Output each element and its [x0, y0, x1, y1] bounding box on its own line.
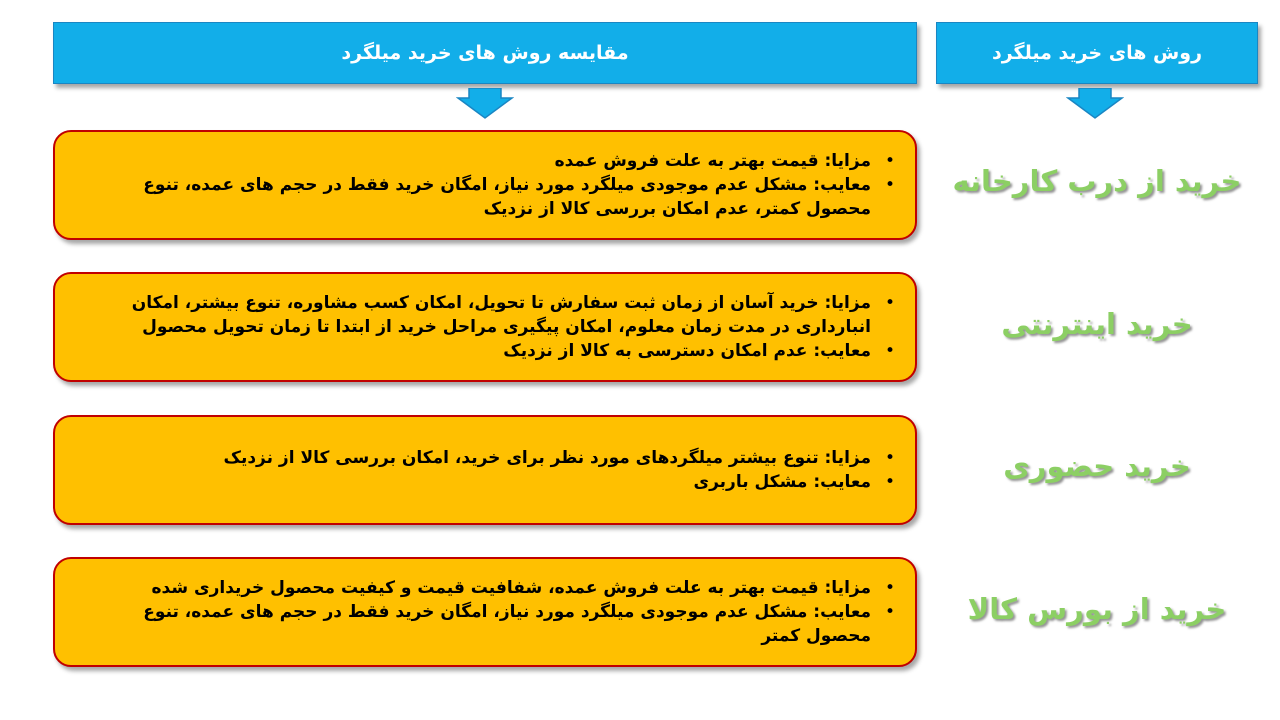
pros-text: مزایا: خرید آسان از زمان ثبت سفارش تا تحویل، امکان کسب مشاوره، تنوع بیشتر، امکان انبارداری در مدت زمان معلوم، امکان پیگیری مراحل خرید از ابتدا تا زمان تحویل محصول — [131, 293, 871, 337]
method-label: خرید حضوری — [1003, 449, 1191, 483]
comparison-box — [53, 415, 917, 525]
pros-text: مزایا: قیمت بهتر به علت فروش عمده، شفافیت قیمت و کیفیت محصول خریداری شده — [151, 578, 871, 598]
pros-text: مزایا: قیمت بهتر به علت فروش عمده — [554, 151, 871, 171]
cons-text: معایب: مشکل عدم موجودی میلگرد مورد نیاز، امگان خرید فقط در حجم های عمده، تنوع محصول کمتر، عدم امکان بررسی کالا از نزدیک — [143, 175, 871, 219]
comparison-header-title: مقایسه روش های خرید میلگرد — [341, 42, 629, 64]
list-item: • مزایا: قیمت بهتر به علت فروش عمده، شفافیت قیمت و کیفیت محصول خریداری شده — [151, 578, 895, 598]
method-label: خرید از درب کارخانه — [952, 164, 1242, 198]
pros-text: مزایا: تنوع بیشتر میلگردهای مورد نظر برای خرید، امکان بررسی کالا از نزدیک — [223, 448, 871, 468]
list-item: • معایب: مشکل عدم موجودی میلگرد مورد نیاز، امگان خرید فقط در حجم های عمده، تنوع محصول کمتر — [143, 602, 895, 646]
cons-text: معایب: مشکل عدم موجودی میلگرد مورد نیاز، امگان خرید فقط در حجم های عمده، تنوع محصول کمتر — [143, 602, 871, 646]
cons-text: معایب: مشکل باربری — [693, 472, 871, 492]
list-item: • مزایا: خرید آسان از زمان ثبت سفارش تا تحویل، امکان کسب مشاوره، تنوع بیشتر، امکان انبارداری در مدت زمان معلوم، امکان پیگیری مراحل خرید از ابتدا تا زمان تحویل محصول — [131, 293, 895, 337]
comparison-box — [53, 130, 917, 240]
down-arrow-icon — [456, 88, 514, 120]
points-list — [85, 576, 895, 648]
method-label: خرید از بورس کالا — [967, 592, 1227, 626]
list-item: • معایب: عدم امکان دسترسی به کالا از نزدیک — [503, 341, 895, 361]
list-item: • معایب: مشکل عدم موجودی میلگرد مورد نیاز، امگان خرید فقط در حجم های عمده، تنوع محصول کمتر، عدم امکان بررسی کالا از نزدیک — [143, 175, 895, 219]
method-label: خرید اینترنتی — [1001, 307, 1193, 341]
points-list — [85, 291, 895, 363]
list-item: • مزایا: تنوع بیشتر میلگردهای مورد نظر برای خرید، امکان بررسی کالا از نزدیک — [223, 448, 895, 468]
points-list — [85, 446, 895, 494]
comparison-header — [53, 22, 917, 84]
cons-text: معایب: عدم امکان دسترسی به کالا از نزدیک — [503, 341, 871, 361]
comparison-box — [53, 557, 917, 667]
down-arrow-icon — [1066, 88, 1124, 120]
list-item: • معایب: مشکل باربری — [693, 472, 895, 492]
methods-header — [936, 22, 1258, 84]
comparison-box — [53, 272, 917, 382]
methods-header-title: روش های خرید میلگرد — [991, 42, 1203, 64]
points-list — [85, 149, 895, 221]
list-item: • مزایا: قیمت بهتر به علت فروش عمده — [554, 151, 895, 171]
